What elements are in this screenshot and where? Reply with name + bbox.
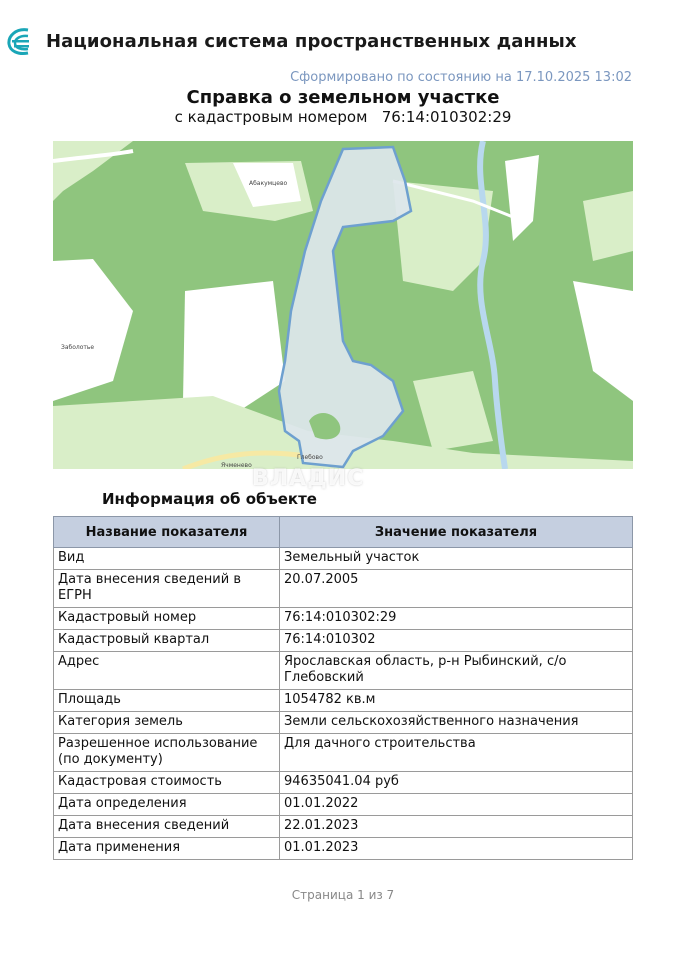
info-table — [53, 516, 633, 860]
row-value: Для дачного строительства — [280, 734, 633, 772]
place-label: Абакумцево — [249, 180, 288, 187]
table-header-row — [54, 517, 633, 548]
place-label: Ячменево — [221, 462, 252, 469]
table-row — [54, 816, 633, 838]
row-value: 76:14:010302:29 — [280, 608, 633, 630]
table-row — [54, 772, 633, 794]
row-label: Дата внесения сведений — [54, 816, 280, 838]
table-row — [54, 712, 633, 734]
parcel-map — [53, 141, 633, 469]
row-value: 1054782 кв.м — [280, 690, 633, 712]
row-label: Дата применения — [54, 838, 280, 860]
page-number: Страница 1 из 7 — [291, 888, 395, 902]
row-value: 94635041.04 руб — [280, 772, 633, 794]
table-row — [54, 548, 633, 570]
watermark-logo: ВЛАДИС — [252, 466, 365, 491]
page-header — [6, 26, 577, 56]
table-row — [54, 838, 633, 860]
table-row — [54, 630, 633, 652]
place-label: Заболотье — [61, 344, 95, 351]
table-row — [54, 570, 633, 608]
row-value: Земли сельскохозяйственного назначения — [280, 712, 633, 734]
column-header: Значение показателя — [280, 517, 633, 548]
column-header: Название показателя — [54, 517, 280, 548]
nspd-logo-icon — [6, 26, 32, 56]
row-label: Адрес — [54, 652, 280, 690]
table-row — [54, 794, 633, 816]
subtitle-prefix: с кадастровым номером — [174, 108, 368, 126]
table-row — [54, 652, 633, 690]
row-label: Дата определения — [54, 794, 280, 816]
header-title: Национальная система пространственных данных — [46, 30, 577, 52]
row-value: 20.07.2005 — [280, 570, 633, 608]
table-row — [54, 690, 633, 712]
row-label: Площадь — [54, 690, 280, 712]
row-value: Земельный участок — [280, 548, 633, 570]
place-label: Глебово — [297, 454, 323, 461]
row-value: 76:14:010302 — [280, 630, 633, 652]
map-canvas — [53, 141, 633, 469]
row-label: Вид — [54, 548, 280, 570]
document-subtitle — [0, 108, 686, 126]
document-title: Справка о земельном участке — [186, 87, 500, 108]
row-value: 01.01.2022 — [280, 794, 633, 816]
row-value: Ярославская область, р-н Рыбинский, с/о Глебовский — [280, 652, 633, 690]
row-label: Разрешенное использование (по документу) — [54, 734, 280, 772]
row-value: 01.01.2023 — [280, 838, 633, 860]
table-row — [54, 608, 633, 630]
row-label: Кадастровый квартал — [54, 630, 280, 652]
row-label: Дата внесения сведений в ЕГРН — [54, 570, 280, 608]
info-section-title: Информация об объекте — [102, 490, 317, 508]
row-label: Кадастровый номер — [54, 608, 280, 630]
row-value: 22.01.2023 — [280, 816, 633, 838]
cadastral-number: 76:14:010302:29 — [381, 108, 512, 126]
row-label: Категория земель — [54, 712, 280, 734]
row-label: Кадастровая стоимость — [54, 772, 280, 794]
generation-timestamp: Сформировано по состоянию на 17.10.2025 13:02 — [290, 70, 632, 85]
table-row — [54, 734, 633, 772]
